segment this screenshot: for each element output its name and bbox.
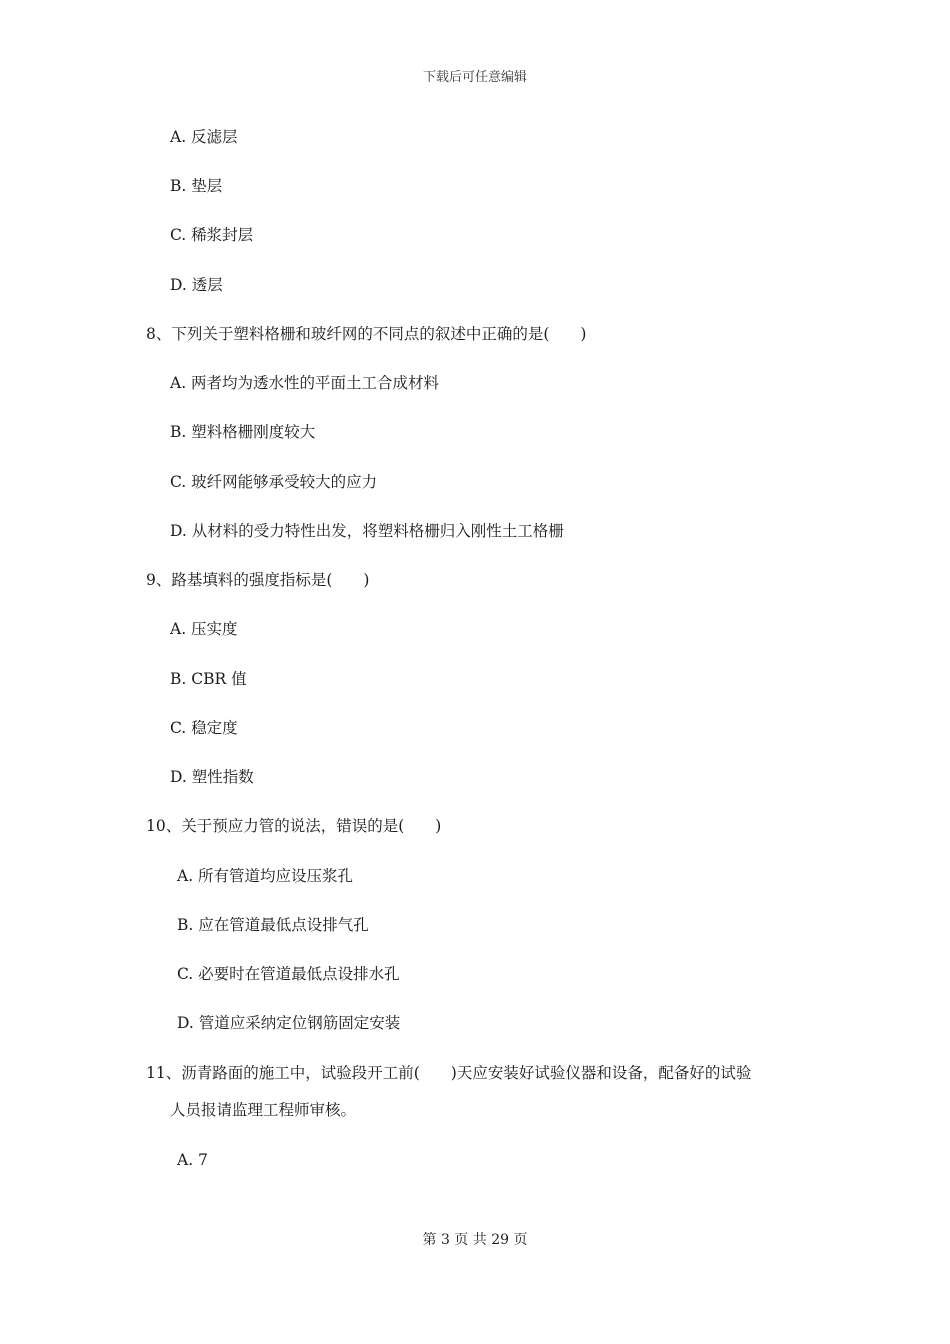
question-9-option-d: D. 塑性指数 (170, 768, 254, 786)
question-8-option-b: B. 塑料格栅刚度较大 (170, 423, 316, 441)
question-10-option-a: A. 所有管道均应设压浆孔 (177, 867, 354, 885)
question-8-option-c: C. 玻纤网能够承受较大的应力 (170, 473, 378, 491)
question-8-stem: 8、下列关于塑料格栅和玻纤网的不同点的叙述中正确的是( ) (146, 325, 587, 343)
question-9-option-a: A. 压实度 (170, 620, 238, 638)
question-8-option-d: D. 从材料的受力特性出发，将塑料格栅归入刚性土工格栅 (170, 522, 564, 540)
question-11-stem-line2: 人员报请监理工程师审核。 (170, 1101, 357, 1119)
option-a: A. 反滤层 (170, 128, 238, 146)
question-11-option-a: A. 7 (177, 1151, 208, 1169)
question-9-option-b: B. CBR 值 (170, 670, 247, 688)
question-11-stem-line1: 11、沥青路面的施工中，试验段开工前( )天应安装好试验仪器和设备，配备好的试验 (146, 1064, 752, 1082)
question-10-option-b: B. 应在管道最低点设排气孔 (177, 916, 369, 934)
option-d: D. 透层 (170, 276, 223, 294)
option-b: B. 垫层 (170, 177, 223, 195)
question-10-option-c: C. 必要时在管道最低点设排水孔 (177, 965, 400, 983)
page-footer: 第 3 页 共 29 页 (422, 1232, 528, 1248)
option-c: C. 稀浆封层 (170, 226, 254, 244)
page-header: 下载后可任意编辑 (422, 70, 527, 85)
question-10-stem: 10、关于预应力管的说法，错误的是( ) (146, 817, 442, 835)
question-10-option-d: D. 管道应采纳定位钢筋固定安装 (177, 1014, 401, 1032)
question-8-option-a: A. 两者均为透水性的平面土工合成材料 (170, 374, 440, 392)
question-9-option-c: C. 稳定度 (170, 719, 238, 737)
question-9-stem: 9、路基填料的强度指标是( ) (146, 571, 370, 589)
